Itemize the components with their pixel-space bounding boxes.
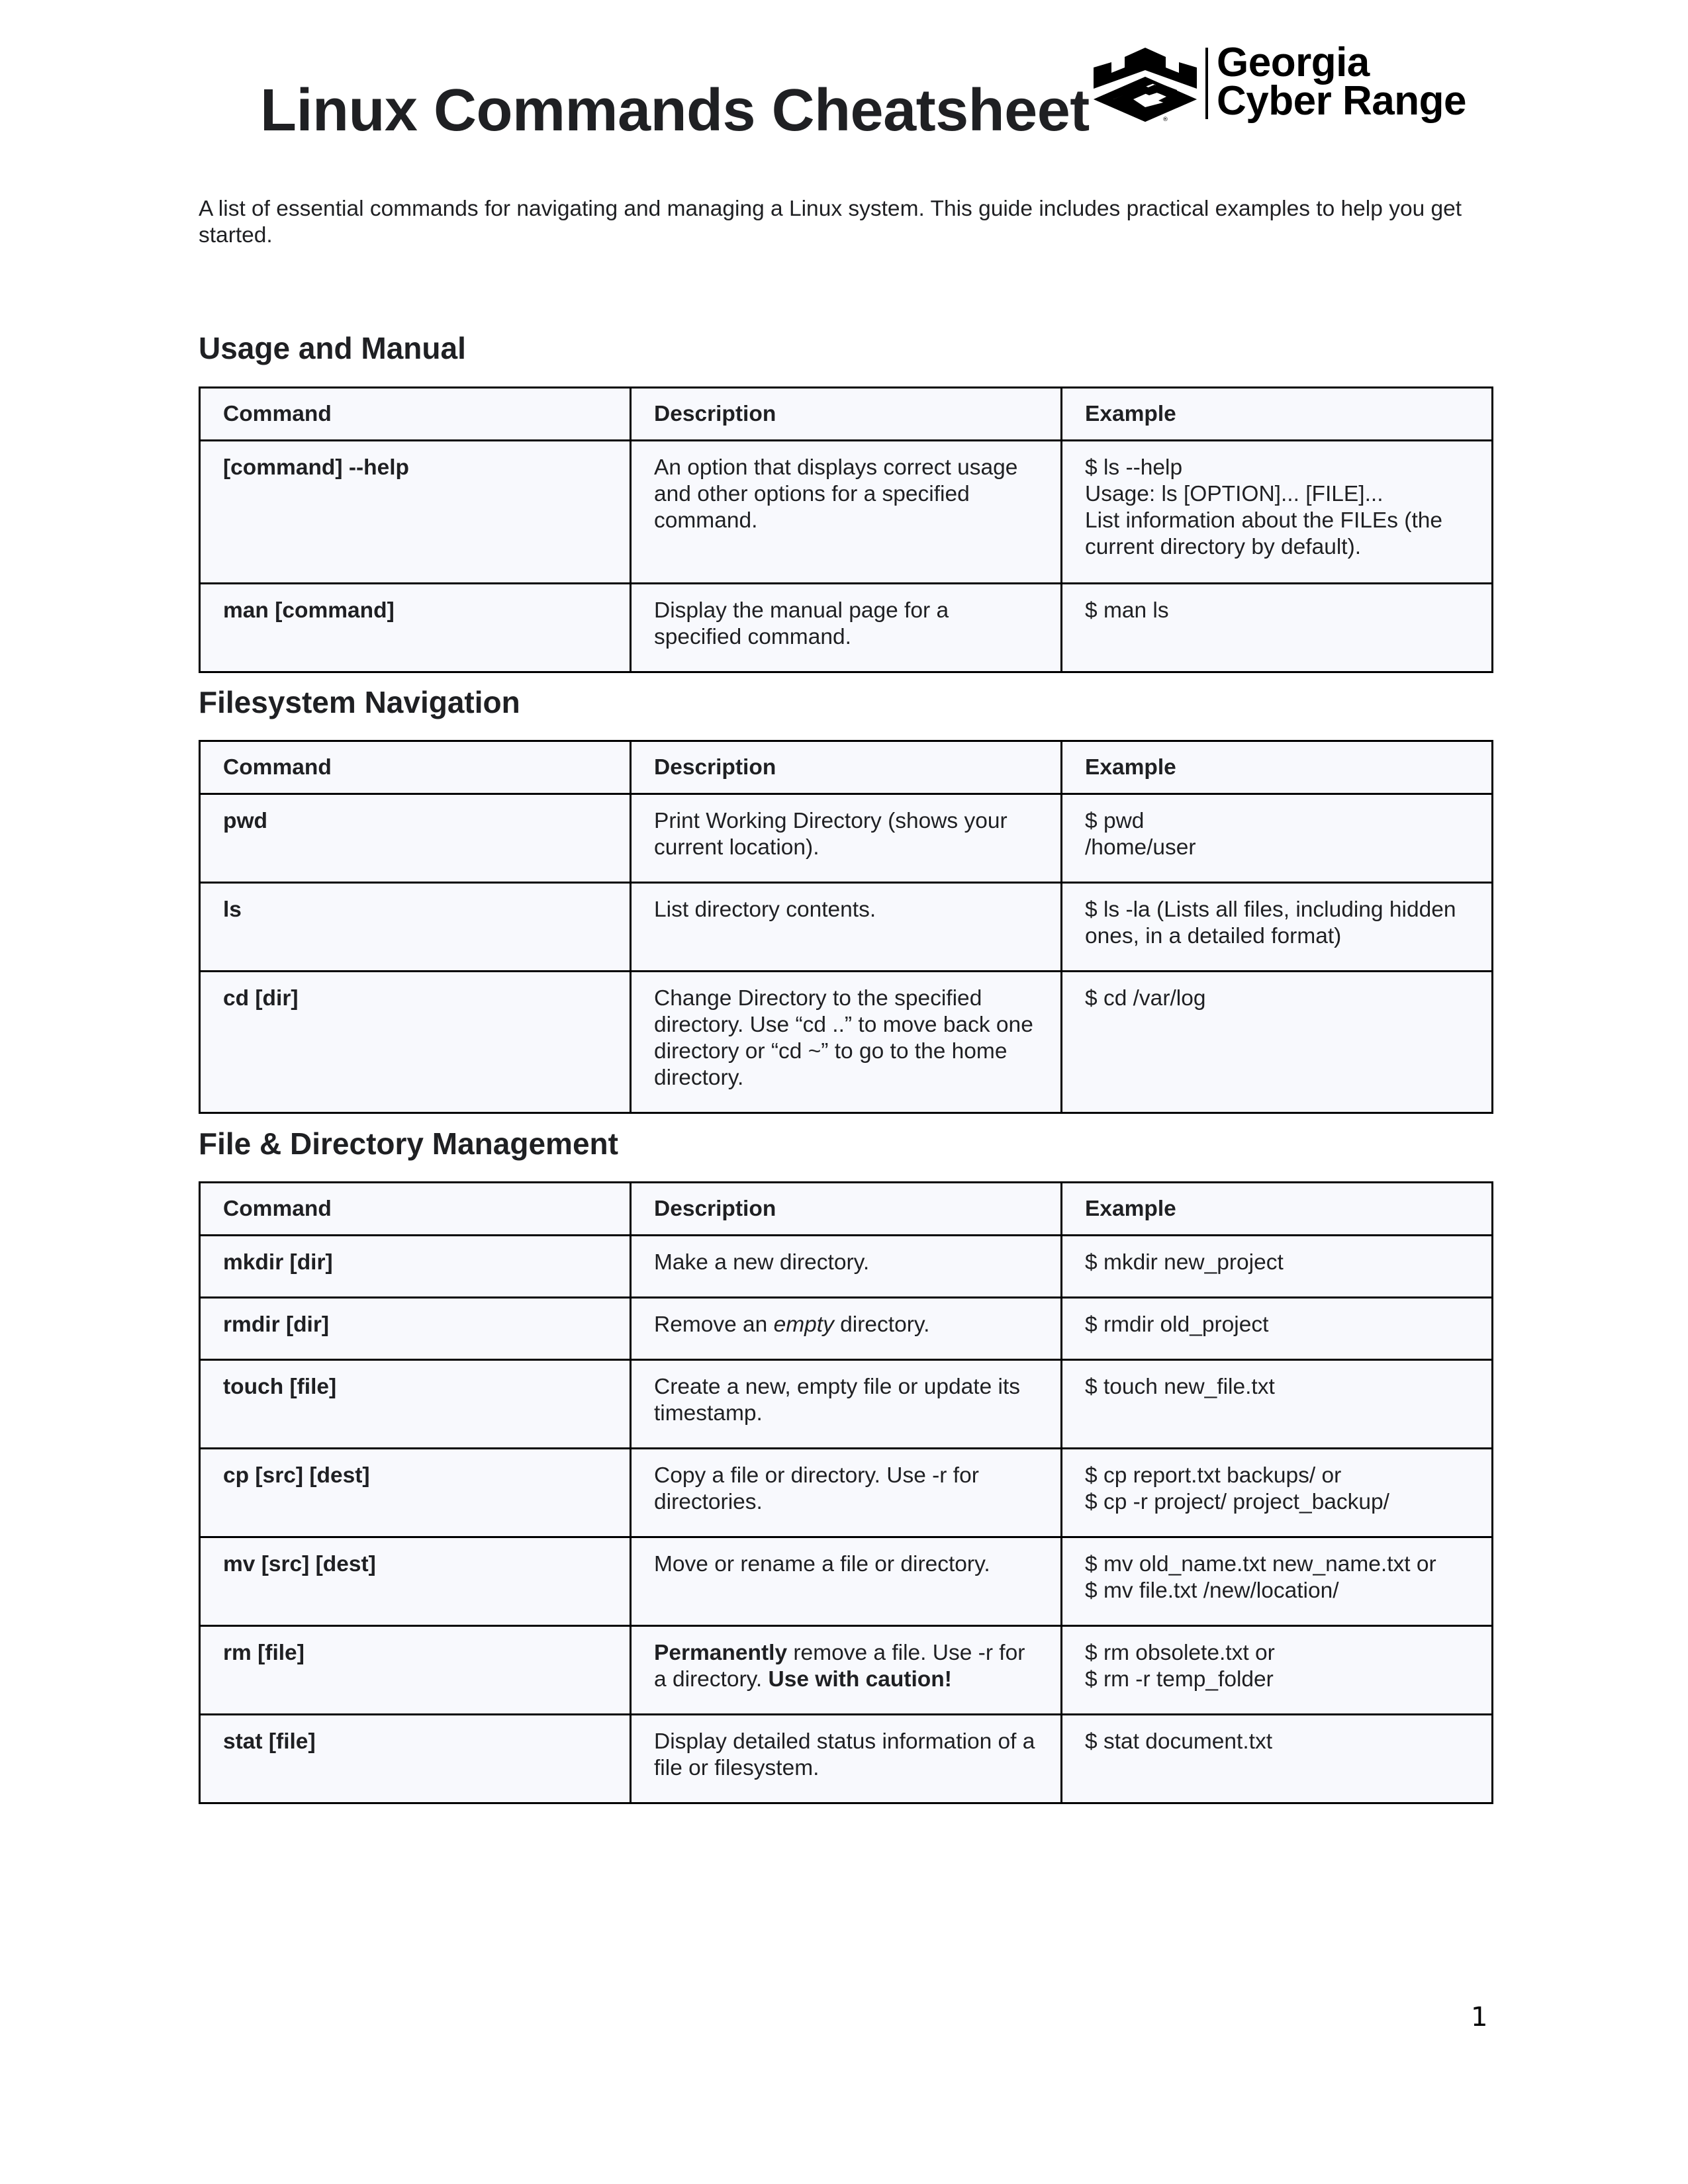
- table-row: [200, 1715, 1493, 1803]
- example-cell: [1062, 1236, 1493, 1298]
- example-cell: [1062, 1537, 1493, 1626]
- example-line: $ rm -r temp_folder: [1085, 1667, 1274, 1692]
- description-cell: Create a new, empty file or update its timestamp.: [631, 1360, 1062, 1449]
- description-cell: Change Directory to the specified directory. Use “cd ..” to move back one directory or “cd ~” to go to the home directory.: [631, 972, 1062, 1113]
- logo-divider: [1205, 48, 1208, 119]
- table-row: [200, 1537, 1493, 1626]
- command-cell: stat [file]: [200, 1715, 631, 1803]
- column-header-command: Command: [200, 741, 631, 794]
- example-line: $ ls -la (Lists all files, including hidden ones, in a detailed format): [1085, 897, 1456, 948]
- description-cell: [631, 1298, 1062, 1360]
- command-cell: man [command]: [200, 584, 631, 672]
- example-line: $ man ls: [1085, 598, 1169, 623]
- example-cell: [1062, 794, 1493, 883]
- table-header-row: [200, 388, 1493, 441]
- example-cell: [1062, 441, 1493, 584]
- column-header-description: Description: [631, 388, 1062, 441]
- command-cell: mv [src] [dest]: [200, 1537, 631, 1626]
- table-usage-and-manual: [199, 387, 1493, 673]
- table-row: [200, 1449, 1493, 1537]
- description-text: directory.: [833, 1312, 930, 1337]
- description-cell: [631, 1626, 1062, 1715]
- example-cell: [1062, 1360, 1493, 1449]
- command-cell: rm [file]: [200, 1626, 631, 1715]
- column-header-command: Command: [200, 1183, 631, 1236]
- description-text: Remove an: [654, 1312, 774, 1337]
- command-cell: pwd: [200, 794, 631, 883]
- logo-text: [1217, 40, 1466, 124]
- section-heading-filesystem-navigation: Filesystem Navigation: [199, 685, 520, 719]
- command-cell: ls: [200, 883, 631, 972]
- example-line: $ rm obsolete.txt or: [1085, 1641, 1275, 1665]
- example-line: $ rmdir old_project: [1085, 1312, 1269, 1337]
- page-title: Linux Commands Cheatsheet: [260, 77, 1090, 144]
- example-line: $ stat document.txt: [1085, 1729, 1273, 1754]
- table-row: [200, 1626, 1493, 1715]
- example-line: $ mkdir new_project: [1085, 1250, 1284, 1275]
- example-line: $ mv old_name.txt new_name.txt or: [1085, 1552, 1436, 1576]
- table-header-row: [200, 741, 1493, 794]
- example-cell: [1062, 1626, 1493, 1715]
- page-number: 1: [1471, 2002, 1488, 2032]
- logo-line-1: Georgia: [1217, 40, 1370, 85]
- georgia-cyber-range-logo: [1094, 40, 1491, 129]
- description-cell: An option that displays correct usage and other options for a specified command.: [631, 441, 1062, 584]
- table-row: [200, 1360, 1493, 1449]
- example-line: $ cd /var/log: [1085, 986, 1206, 1011]
- table-row: [200, 1236, 1493, 1298]
- table-file-directory-management: [199, 1181, 1493, 1804]
- example-line: $ cp report.txt backups/ or: [1085, 1463, 1342, 1488]
- example-cell: [1062, 972, 1493, 1113]
- example-line: $ cp -r project/ project_backup/: [1085, 1490, 1389, 1514]
- column-header-command: Command: [200, 388, 631, 441]
- description-cell: List directory contents.: [631, 883, 1062, 972]
- table-header-row: [200, 1183, 1493, 1236]
- georgia-cyber-range-castle-icon: [1094, 48, 1197, 122]
- description-warning: Use with caution!: [768, 1667, 952, 1692]
- command-cell: touch [file]: [200, 1360, 631, 1449]
- example-line: $ pwd: [1085, 809, 1145, 833]
- logo-line-2: Cyber Range: [1217, 78, 1466, 124]
- table-row: [200, 441, 1493, 584]
- column-header-example: Example: [1062, 741, 1493, 794]
- description-bold: Permanently: [654, 1641, 788, 1665]
- example-line: Usage: ls [OPTION]... [FILE]...: [1085, 482, 1383, 506]
- example-cell: [1062, 883, 1493, 972]
- example-line: $ touch new_file.txt: [1085, 1375, 1275, 1399]
- example-line: /home/user: [1085, 835, 1196, 860]
- command-cell: rmdir [dir]: [200, 1298, 631, 1360]
- description-text: remove a file. Use -r for a directory.: [654, 1641, 1025, 1692]
- example-line: List information about the FILEs (the current directory by default).: [1085, 508, 1443, 559]
- description-cell: Make a new directory.: [631, 1236, 1062, 1298]
- example-line: $ mv file.txt /new/location/: [1085, 1578, 1339, 1603]
- description-cell: Copy a file or directory. Use -r for directories.: [631, 1449, 1062, 1537]
- column-header-example: Example: [1062, 388, 1493, 441]
- command-cell: mkdir [dir]: [200, 1236, 631, 1298]
- example-cell: [1062, 1715, 1493, 1803]
- description-cell: Move or rename a file or directory.: [631, 1537, 1062, 1626]
- example-line: $ ls --help: [1085, 455, 1183, 480]
- column-header-description: Description: [631, 741, 1062, 794]
- example-cell: [1062, 1298, 1493, 1360]
- description-emphasis: empty: [773, 1312, 834, 1337]
- section-heading-usage-and-manual: Usage and Manual: [199, 331, 466, 365]
- table-row: [200, 972, 1493, 1113]
- example-cell: [1062, 1449, 1493, 1537]
- table-row: [200, 794, 1493, 883]
- description-cell: Display the manual page for a specified command.: [631, 584, 1062, 672]
- registered-mark: ®: [1162, 116, 1168, 122]
- description-cell: Print Working Directory (shows your current location).: [631, 794, 1062, 883]
- description-cell: Display detailed status information of a file or filesystem.: [631, 1715, 1062, 1803]
- section-heading-file-directory-management: File & Directory Management: [199, 1126, 618, 1161]
- command-cell: cd [dir]: [200, 972, 631, 1113]
- command-cell: [command] --help: [200, 441, 631, 584]
- column-header-example: Example: [1062, 1183, 1493, 1236]
- table-row: [200, 1298, 1493, 1360]
- table-row: [200, 883, 1493, 972]
- example-cell: [1062, 584, 1493, 672]
- intro-paragraph: A list of essential commands for navigating and managing a Linux system. This guide includes practical examples to help you get started.: [199, 197, 1462, 248]
- command-cell: cp [src] [dest]: [200, 1449, 631, 1537]
- table-row: [200, 584, 1493, 672]
- column-header-description: Description: [631, 1183, 1062, 1236]
- table-filesystem-navigation: [199, 740, 1493, 1114]
